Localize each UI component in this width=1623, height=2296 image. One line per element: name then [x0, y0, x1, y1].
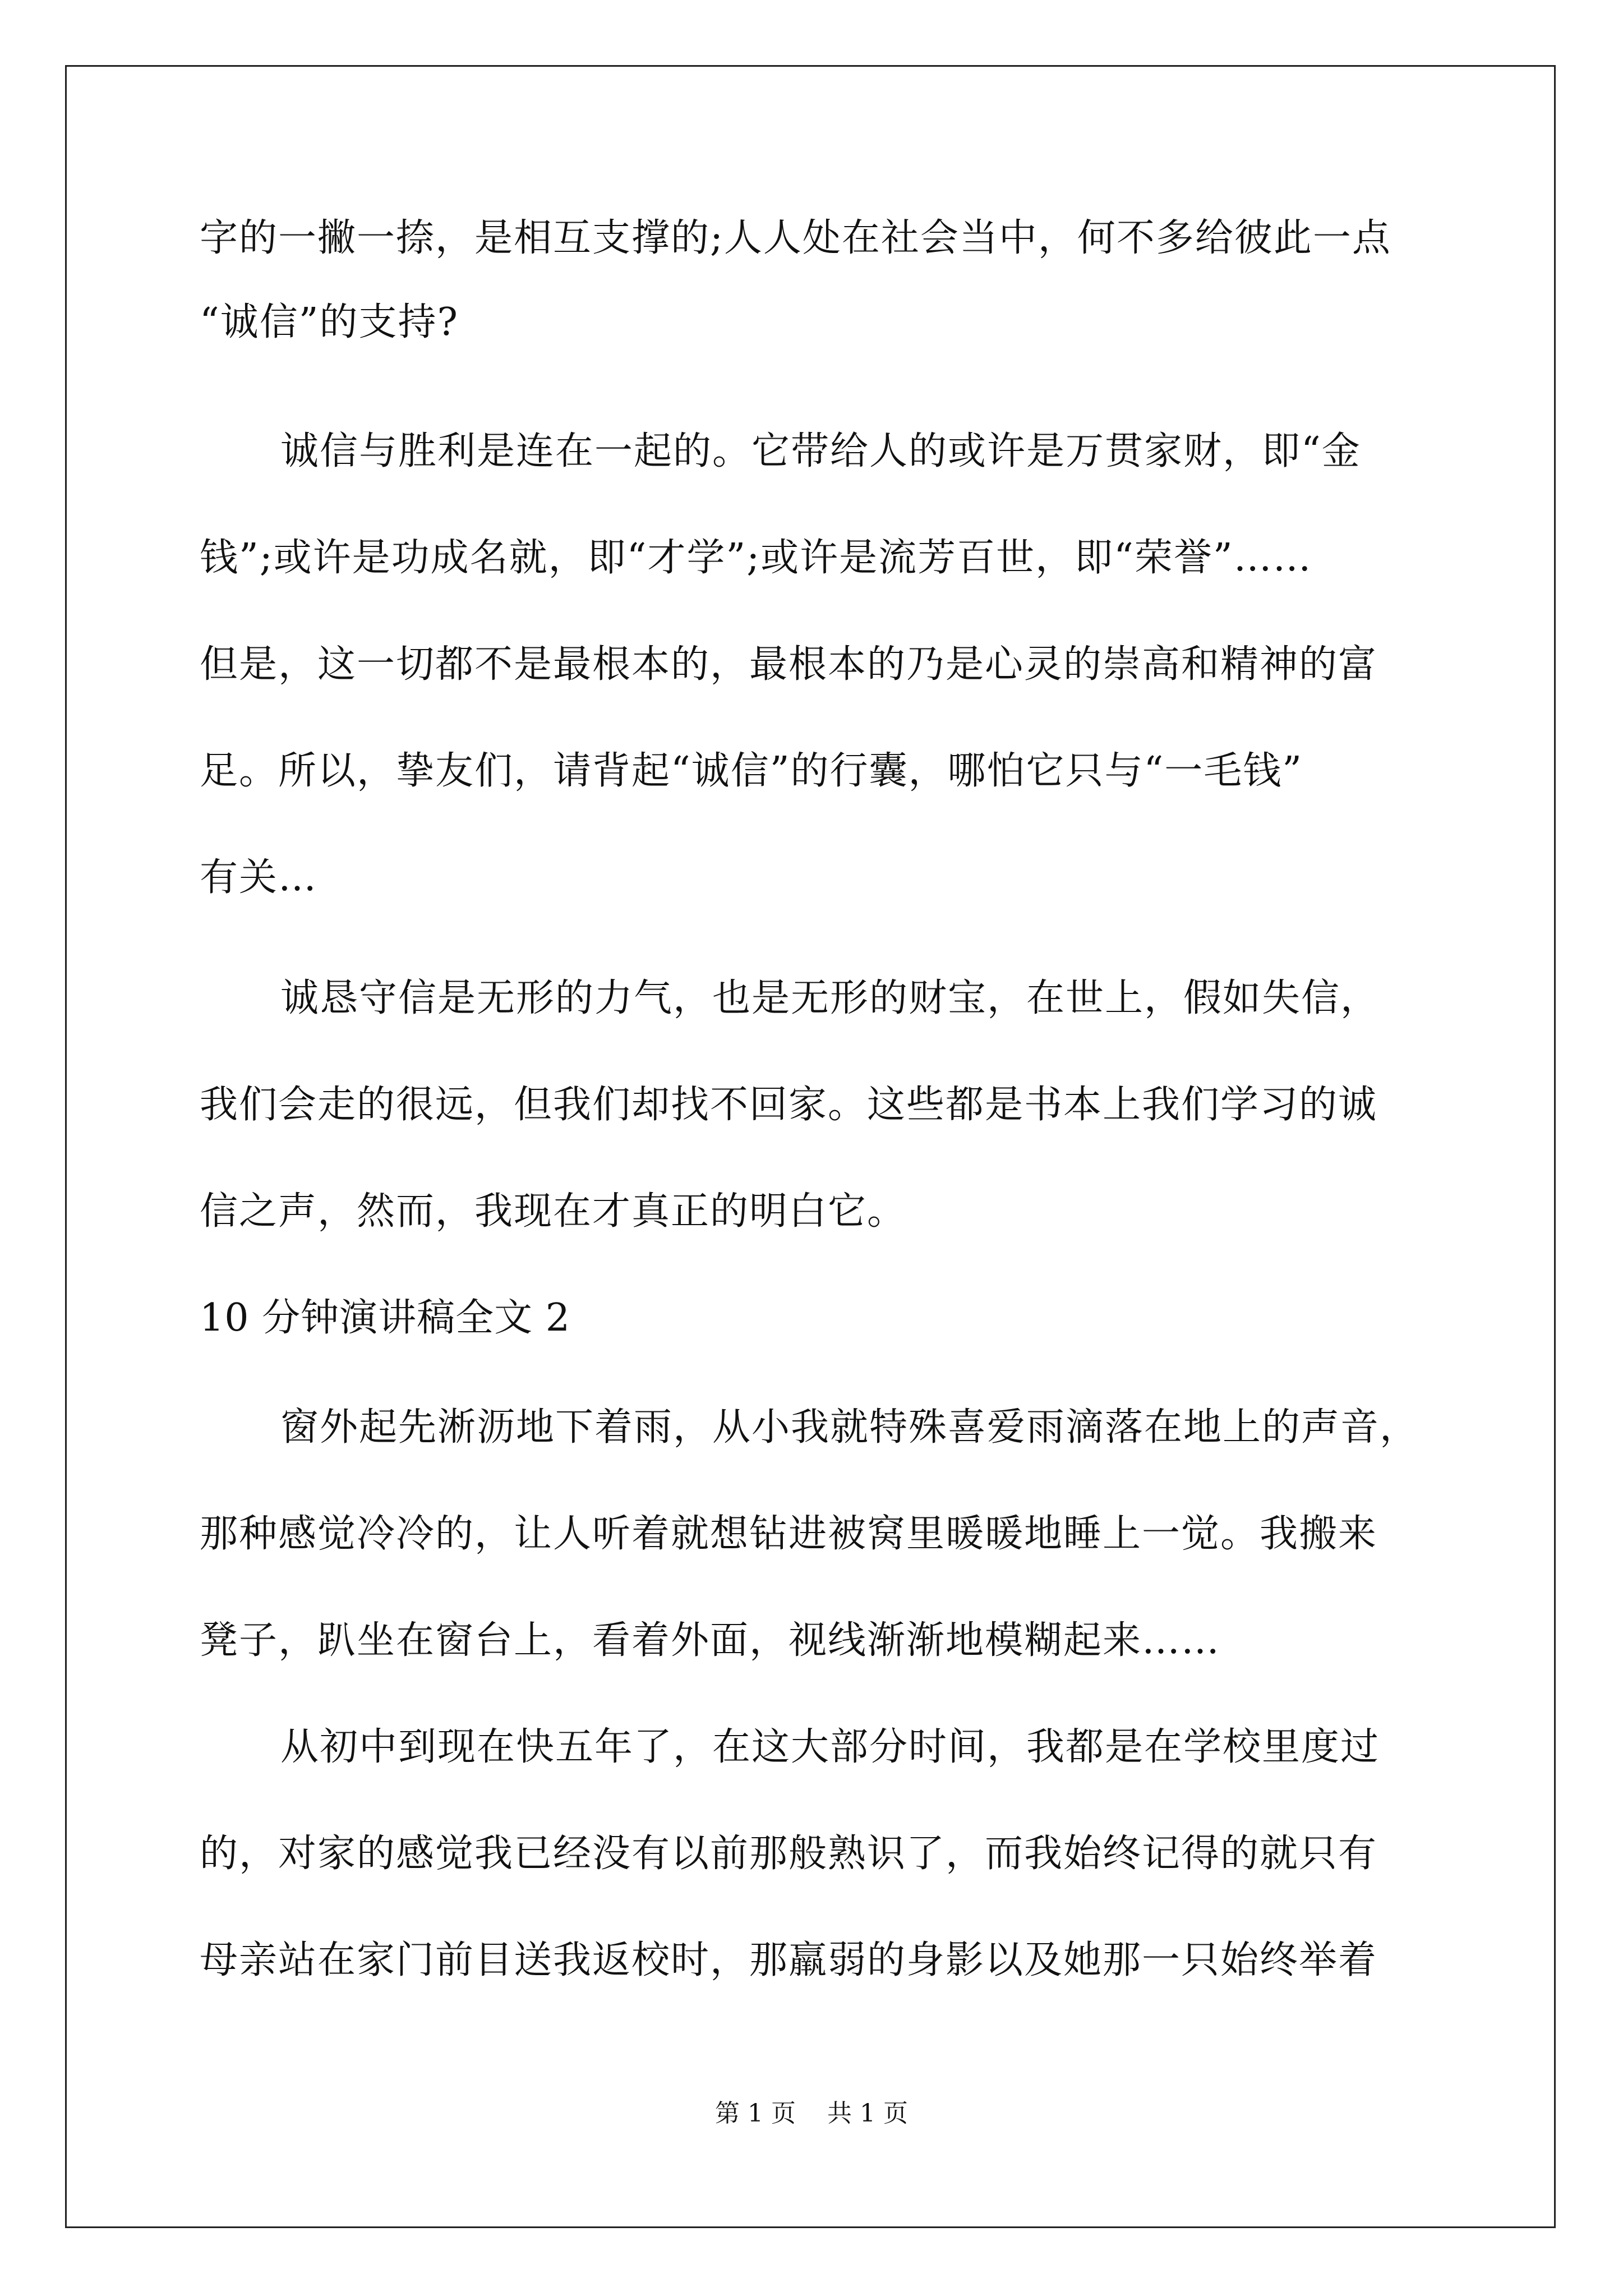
page-frame: [65, 65, 1556, 2228]
body-text-line: “诚信”的支持?: [200, 300, 459, 344]
body-text-line: 信之声，然而，我现在才真正的明白它。: [200, 1189, 907, 1234]
section-heading: 10 分钟演讲稿全文 2: [200, 1296, 571, 1340]
page-footer: [0, 2097, 1623, 2131]
body-text-line: 的，对家的感觉我已经没有以前那般熟识了，而我始终记得的就只有: [200, 1832, 1378, 1876]
body-text-line: 钱”;或许是功成名就，即“才学”;或许是流芳百世，即“荣誉”……: [200, 536, 1312, 580]
body-text-line: 我们会走的很远，但我们却找不回家。这些都是书本上我们学习的诚: [200, 1083, 1378, 1127]
paragraph-first-line: 从初中到现在快五年了，在这大部分时间，我都是在学校里度过: [280, 1725, 1380, 1769]
page-number-total: 共 1 页: [827, 2099, 908, 2128]
body-text-line: 足。所以，挚友们，请背起“诚信”的行囊，哪怕它只与“一毛钱”: [200, 749, 1303, 793]
page-number-current: 第 1 页: [715, 2099, 796, 2128]
body-text-line: 字的一撇一捺，是相互支撑的;人人处在社会当中，何不多给彼此一点: [200, 216, 1391, 260]
body-text-line: 那种感觉冷冷的，让人听着就想钻进被窝里暖暖地睡上一觉。我搬来: [200, 1512, 1378, 1556]
paragraph-first-line: 窗外起先淅沥地下着雨，从小我就特殊喜爱雨滴落在地上的声音，: [280, 1405, 1419, 1450]
paragraph-first-line: 诚恳守信是无形的力气，也是无形的财宝，在世上，假如失信，: [280, 976, 1380, 1020]
paragraph-first-line: 诚信与胜利是连在一起的。它带给人的或许是万贯家财，即“金: [280, 429, 1361, 473]
body-text-line: 凳子，趴坐在窗台上，看着外面，视线渐渐地模糊起来……: [200, 1618, 1221, 1663]
body-text-line: 母亲站在家门前目送我返校时，那羸弱的身影以及她那一只始终举着: [200, 1938, 1378, 1982]
body-text-line: 有关…: [200, 855, 318, 900]
body-text-line: 但是，这一切都不是最根本的，最根本的乃是心灵的崇高和精神的富: [200, 642, 1378, 687]
